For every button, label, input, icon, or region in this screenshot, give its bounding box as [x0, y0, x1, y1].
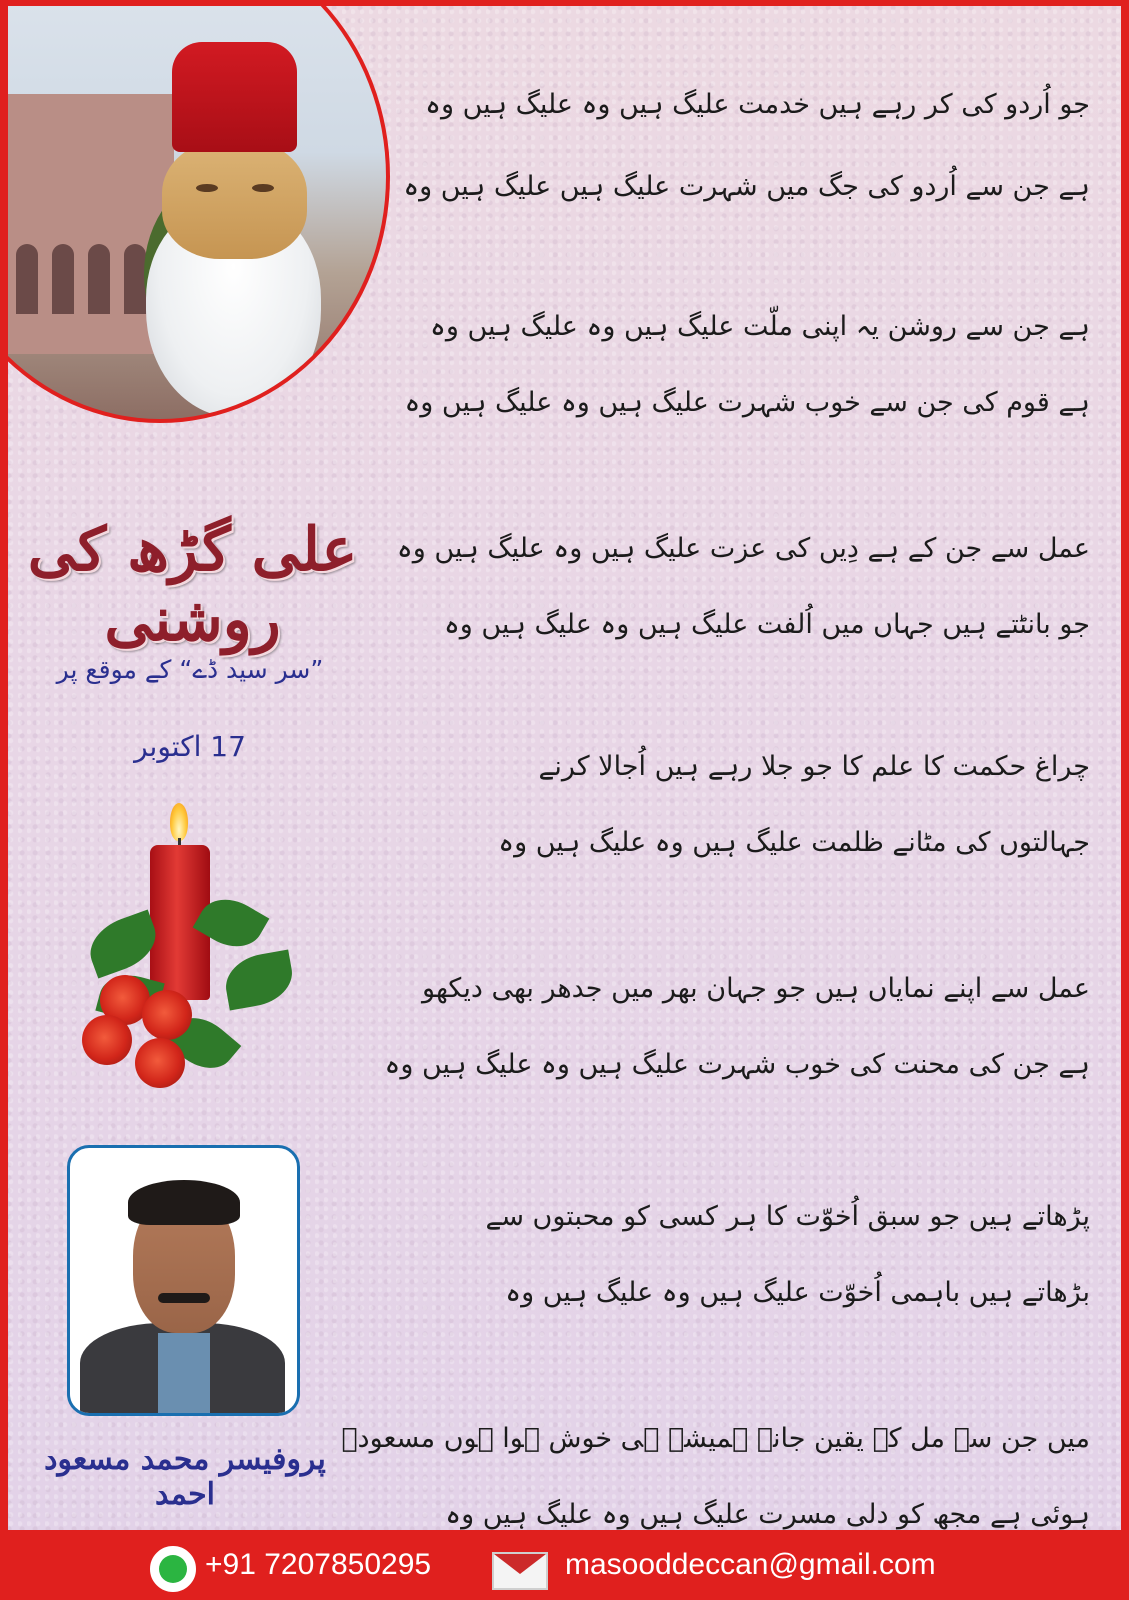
email-address[interactable]: masooddeccan@gmail.com [565, 1548, 936, 1581]
poem-line: چراغ حکمت کا علم کا جو جلا رہے ہیں اُجالا کرنے [538, 751, 1090, 782]
poem-line: ہے جن سے روشن یہ اپنی ملّت علیگ ہیں وہ علیگ ہیں وہ [430, 311, 1090, 342]
author-name: پروفیسر محمد مسعود احمد [44, 1442, 326, 1512]
poem-line: عمل سے جن کے ہے دِیں کی عزت علیگ ہیں وہ علیگ ہیں وہ [396, 533, 1090, 564]
stanza [341, 1419, 1090, 1535]
poem-line: ہے جن سے اُردو کی جگ میں شہرت علیگ ہیں علیگ ہیں وہ [403, 171, 1090, 202]
whatsapp-icon [150, 1546, 196, 1592]
occasion-subtitle: ”سر سید ڈے“ کے موقع پر [56, 655, 324, 684]
poem-line: جو اُردو کی کر رہے ہیں خدمت علیگ ہیں وہ علیگ ہیں وہ [425, 89, 1090, 120]
poem-line: جو بانٹتے ہیں جہاں میں اُلفت علیگ ہیں وہ علیگ ہیں وہ [443, 609, 1090, 640]
event-date: 17 اکتوبر [134, 730, 246, 763]
poster-title: علی گڑھ کی روشنی [27, 515, 358, 655]
poem-line: جہالتوں کی مٹانے ظلمت علیگ ہیں وہ علیگ ہیں وہ [498, 827, 1090, 858]
rose [142, 990, 192, 1040]
poem [341, 85, 1090, 1535]
sir-syed-portrait [0, 0, 390, 423]
phone-number[interactable]: +91 7207850295 [205, 1548, 432, 1581]
stanza [395, 307, 1090, 423]
rose [135, 1038, 185, 1088]
mail-icon [492, 1552, 548, 1590]
poem-line: میں جن سے مل کے یقین جانے ہمیشہ ہی خوش ہوا ہوں مسعودؔ [341, 1423, 1090, 1454]
author-photo [67, 1145, 300, 1416]
poem-line: ہے جن کی محنت کی خوب شہرت علیگ ہیں وہ علیگ ہیں وہ [384, 1049, 1090, 1080]
poem-line: ہے قوم کی جن سے خوب شہرت علیگ ہیں وہ علیگ ہیں وہ [404, 387, 1090, 418]
stanza [395, 85, 1090, 207]
poem-line: پڑھاتے ہیں جو سبق اُخوّت کا ہر کسی کو محبتوں سے [485, 1201, 1090, 1232]
poem-line: بڑھاتے ہیں باہمی اُخوّت علیگ ہیں وہ علیگ ہیں وہ [505, 1277, 1090, 1308]
stanza [395, 1197, 1090, 1313]
poem-line: عمل سے اپنے نمایاں ہیں جو جہان بھر میں جدھر بھی دیکھو [422, 973, 1090, 1004]
red-fez-cap [172, 42, 297, 152]
poem-line: ہوئی ہے مجھ کو دلی مسرت علیگ ہیں وہ علیگ ہیں وہ [445, 1499, 1090, 1530]
candle-flame [170, 803, 188, 841]
stanza [384, 969, 1090, 1085]
stanza [395, 529, 1090, 645]
face [162, 139, 307, 259]
rose [82, 1015, 132, 1065]
stanza [395, 747, 1090, 863]
